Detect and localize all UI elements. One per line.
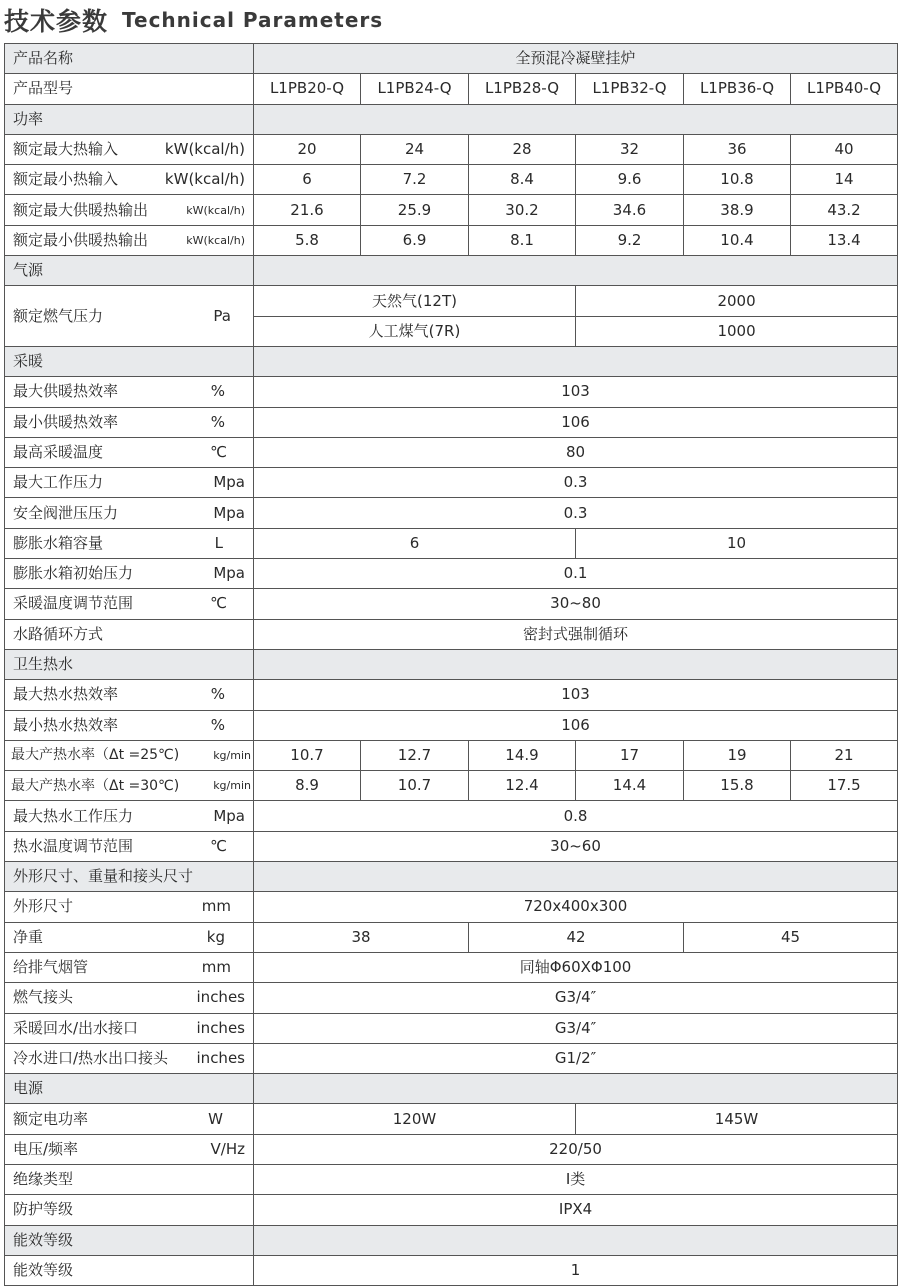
param-unit: kW(kcal/h) — [164, 170, 245, 189]
table-row — [5, 1013, 898, 1043]
param-name: 防护等级 — [13, 1200, 74, 1219]
param-name: 膨胀水箱容量 — [13, 533, 104, 552]
table-row — [5, 1104, 898, 1134]
table-row — [5, 1164, 898, 1194]
value-cell: 14.4 — [576, 771, 684, 801]
value-cell: 0.1 — [254, 559, 898, 589]
value-cell: 106 — [254, 407, 898, 437]
value-cell: 17 — [576, 740, 684, 770]
section-power — [5, 104, 898, 134]
value-cell: 13.4 — [791, 225, 898, 255]
value-cell: 30~80 — [254, 589, 898, 619]
section-title: 功率 — [5, 104, 254, 134]
value-cell: 42 — [469, 922, 684, 952]
section-dhw — [5, 649, 898, 679]
section-title: 电源 — [5, 1074, 254, 1104]
value-cell: 28 — [469, 134, 576, 164]
table-row — [5, 134, 898, 164]
param-name: 采暖回水/出水接口 — [13, 1018, 139, 1037]
param-unit: Mpa — [213, 564, 245, 583]
value-cell: 36 — [684, 134, 791, 164]
spec-table — [4, 43, 898, 1286]
param-name: 额定最小热输入 — [13, 170, 119, 189]
param-name: 最大供暖热效率 — [13, 382, 119, 401]
value-cell: I类 — [254, 1164, 898, 1194]
value-cell: 32 — [576, 134, 684, 164]
value-cell: 38.9 — [684, 195, 791, 225]
table-row — [5, 619, 898, 649]
value-cell: 43.2 — [791, 195, 898, 225]
model-cell: L1PB28-Q — [469, 74, 576, 104]
title-en: Technical Parameters — [122, 8, 384, 32]
param-name: 额定最小供暖热输出 — [13, 230, 149, 249]
value-cell: 8.1 — [469, 225, 576, 255]
param-name: 最小供暖热效率 — [13, 412, 119, 431]
table-row — [5, 801, 898, 831]
value-cell: 14 — [791, 165, 898, 195]
param-name: 能效等级 — [13, 1261, 74, 1280]
table-row — [5, 922, 898, 952]
table-row — [5, 498, 898, 528]
value-cell: 103 — [254, 377, 898, 407]
section-title: 气源 — [5, 256, 254, 286]
value-cell: 21 — [791, 740, 898, 770]
table-row — [5, 559, 898, 589]
section-title: 采暖 — [5, 346, 254, 376]
section-heating — [5, 346, 898, 376]
param-name: 最大热水工作压力 — [13, 806, 134, 825]
param-name: 热水温度调节范围 — [13, 836, 134, 855]
value-cell: 19 — [684, 740, 791, 770]
page-title — [4, 0, 383, 40]
value-cell: 9.6 — [576, 165, 684, 195]
param-name: 额定电功率 — [13, 1109, 89, 1128]
value-cell: 10.7 — [254, 740, 361, 770]
value-cell: 9.2 — [576, 225, 684, 255]
param-unit: kW(kcal/h) — [186, 203, 245, 217]
value-cell: 6 — [254, 528, 576, 558]
param-unit: kg — [206, 927, 225, 946]
param-name: 最大工作压力 — [13, 473, 104, 492]
param-unit: ℃ — [210, 443, 227, 461]
title-cn: 技术参数 — [4, 7, 109, 36]
table-row — [5, 831, 898, 861]
param-unit: mm — [201, 958, 231, 977]
param-unit: kg/min — [213, 748, 251, 762]
table-row — [5, 1043, 898, 1073]
param-unit: Pa — [213, 306, 231, 325]
param-name: 外形尺寸 — [13, 897, 74, 916]
value-cell: 0.8 — [254, 801, 898, 831]
model-label: 产品型号 — [5, 74, 254, 104]
param-name: 安全阀泄压压力 — [13, 503, 119, 522]
table-row — [5, 1255, 898, 1285]
product-name-label: 产品名称 — [5, 44, 254, 74]
param-name: 最高采暖温度 — [13, 443, 104, 461]
section-gas — [5, 256, 898, 286]
value-cell: 45 — [684, 922, 898, 952]
value-cell: 20 — [254, 134, 361, 164]
param-name: 电压/频率 — [13, 1139, 79, 1158]
value-cell: 0.3 — [254, 498, 898, 528]
table-row — [5, 680, 898, 710]
value-cell: 6 — [254, 165, 361, 195]
value-cell: 30~60 — [254, 831, 898, 861]
table-row — [5, 892, 898, 922]
section-energy — [5, 1225, 898, 1255]
model-cell: L1PB20-Q — [254, 74, 361, 104]
param-unit: % — [210, 715, 225, 734]
param-unit: V/Hz — [210, 1139, 245, 1158]
value-cell: 1000 — [576, 316, 898, 346]
value-cell: G3/4″ — [254, 983, 898, 1013]
value-cell: 25.9 — [361, 195, 469, 225]
param-unit: Mpa — [213, 473, 245, 492]
value-cell: 10 — [576, 528, 898, 558]
table-row — [5, 165, 898, 195]
param-name: 燃气接头 — [13, 988, 74, 1007]
param-unit: inches — [196, 1018, 245, 1037]
param-unit: % — [210, 382, 225, 401]
param-name: 最大产热水率（Δt =25℃) — [11, 747, 180, 764]
value-cell: G3/4″ — [254, 1013, 898, 1043]
value-cell: 5.8 — [254, 225, 361, 255]
param-name: 给排气烟管 — [13, 958, 89, 977]
product-name-row — [5, 44, 898, 74]
table-row — [5, 710, 898, 740]
value-cell: 12.7 — [361, 740, 469, 770]
table-row — [5, 468, 898, 498]
param-name: 最大产热水率（Δt =30℃) — [11, 777, 180, 794]
param-unit: Mpa — [213, 806, 245, 825]
param-name: 最大热水热效率 — [13, 685, 119, 704]
section-title: 能效等级 — [5, 1225, 254, 1255]
value-cell: G1/2″ — [254, 1043, 898, 1073]
table-row — [5, 1134, 898, 1164]
value-cell: 10.7 — [361, 771, 469, 801]
value-cell: 145W — [576, 1104, 898, 1134]
section-electric — [5, 1074, 898, 1104]
value-cell: 15.8 — [684, 771, 791, 801]
value-cell: 同轴Φ60XΦ100 — [254, 952, 898, 982]
model-cell: L1PB32-Q — [576, 74, 684, 104]
value-cell: 10.8 — [684, 165, 791, 195]
table-row — [5, 1195, 898, 1225]
value-cell: 2000 — [576, 286, 898, 316]
param-name: 额定燃气压力 — [13, 306, 104, 325]
value-cell: 120W — [254, 1104, 576, 1134]
section-title: 外形尺寸、重量和接头尺寸 — [5, 862, 254, 892]
param-unit: mm — [201, 897, 231, 916]
value-cell: 30.2 — [469, 195, 576, 225]
param-unit: W — [208, 1109, 223, 1128]
param-name: 额定最大供暖热输出 — [13, 200, 149, 219]
model-row — [5, 74, 898, 104]
table-row — [5, 589, 898, 619]
param-name: 水路循环方式 — [13, 624, 104, 643]
param-name: 冷水进口/热水出口接头 — [13, 1048, 169, 1067]
value-cell: 80 — [254, 437, 898, 467]
value-cell: 40 — [791, 134, 898, 164]
table-row — [5, 437, 898, 467]
value-cell: 34.6 — [576, 195, 684, 225]
model-cell: L1PB24-Q — [361, 74, 469, 104]
section-dimensions — [5, 862, 898, 892]
value-cell: 220/50 — [254, 1134, 898, 1164]
param-unit: ℃ — [210, 594, 227, 613]
param-unit: kW(kcal/h) — [186, 233, 245, 247]
param-unit: inches — [196, 1048, 245, 1067]
value-cell: 106 — [254, 710, 898, 740]
value-cell: 12.4 — [469, 771, 576, 801]
section-title: 卫生热水 — [5, 649, 254, 679]
param-name: 净重 — [13, 927, 44, 946]
value-cell: 720x400x300 — [254, 892, 898, 922]
gas-type-cell: 人工煤气(7R) — [254, 316, 576, 346]
param-unit: inches — [196, 988, 245, 1007]
param-name: 绝缘类型 — [13, 1170, 74, 1189]
value-cell: 17.5 — [791, 771, 898, 801]
model-cell: L1PB36-Q — [684, 74, 791, 104]
value-cell: 10.4 — [684, 225, 791, 255]
param-unit: kg/min — [213, 779, 251, 793]
param-name: 额定最大热输入 — [13, 140, 119, 159]
table-row — [5, 407, 898, 437]
value-cell: 密封式强制循环 — [254, 619, 898, 649]
param-unit: ℃ — [210, 836, 227, 855]
value-cell: 21.6 — [254, 195, 361, 225]
value-cell: 6.9 — [361, 225, 469, 255]
param-name: 采暖温度调节范围 — [13, 594, 134, 613]
product-name-value: 全预混冷凝壁挂炉 — [254, 44, 898, 74]
value-cell: 38 — [254, 922, 469, 952]
value-cell: 7.2 — [361, 165, 469, 195]
param-unit: % — [210, 685, 225, 704]
table-row — [5, 286, 898, 316]
param-unit: kW(kcal/h) — [164, 140, 245, 159]
param-unit: % — [210, 412, 225, 431]
param-unit: L — [214, 533, 223, 552]
value-cell: IPX4 — [254, 1195, 898, 1225]
table-row — [5, 195, 898, 225]
param-name: 膨胀水箱初始压力 — [13, 564, 134, 583]
value-cell: 24 — [361, 134, 469, 164]
value-cell: 1 — [254, 1255, 898, 1285]
table-row — [5, 740, 898, 770]
value-cell: 103 — [254, 680, 898, 710]
param-unit: Mpa — [213, 503, 245, 522]
model-cell: L1PB40-Q — [791, 74, 898, 104]
value-cell: 8.4 — [469, 165, 576, 195]
value-cell: 14.9 — [469, 740, 576, 770]
table-row — [5, 771, 898, 801]
table-row — [5, 528, 898, 558]
param-name: 最小热水热效率 — [13, 715, 119, 734]
table-row — [5, 952, 898, 982]
table-row — [5, 377, 898, 407]
value-cell: 8.9 — [254, 771, 361, 801]
gas-type-cell: 天然气(12T) — [254, 286, 576, 316]
table-row — [5, 225, 898, 255]
value-cell: 0.3 — [254, 468, 898, 498]
table-row — [5, 983, 898, 1013]
